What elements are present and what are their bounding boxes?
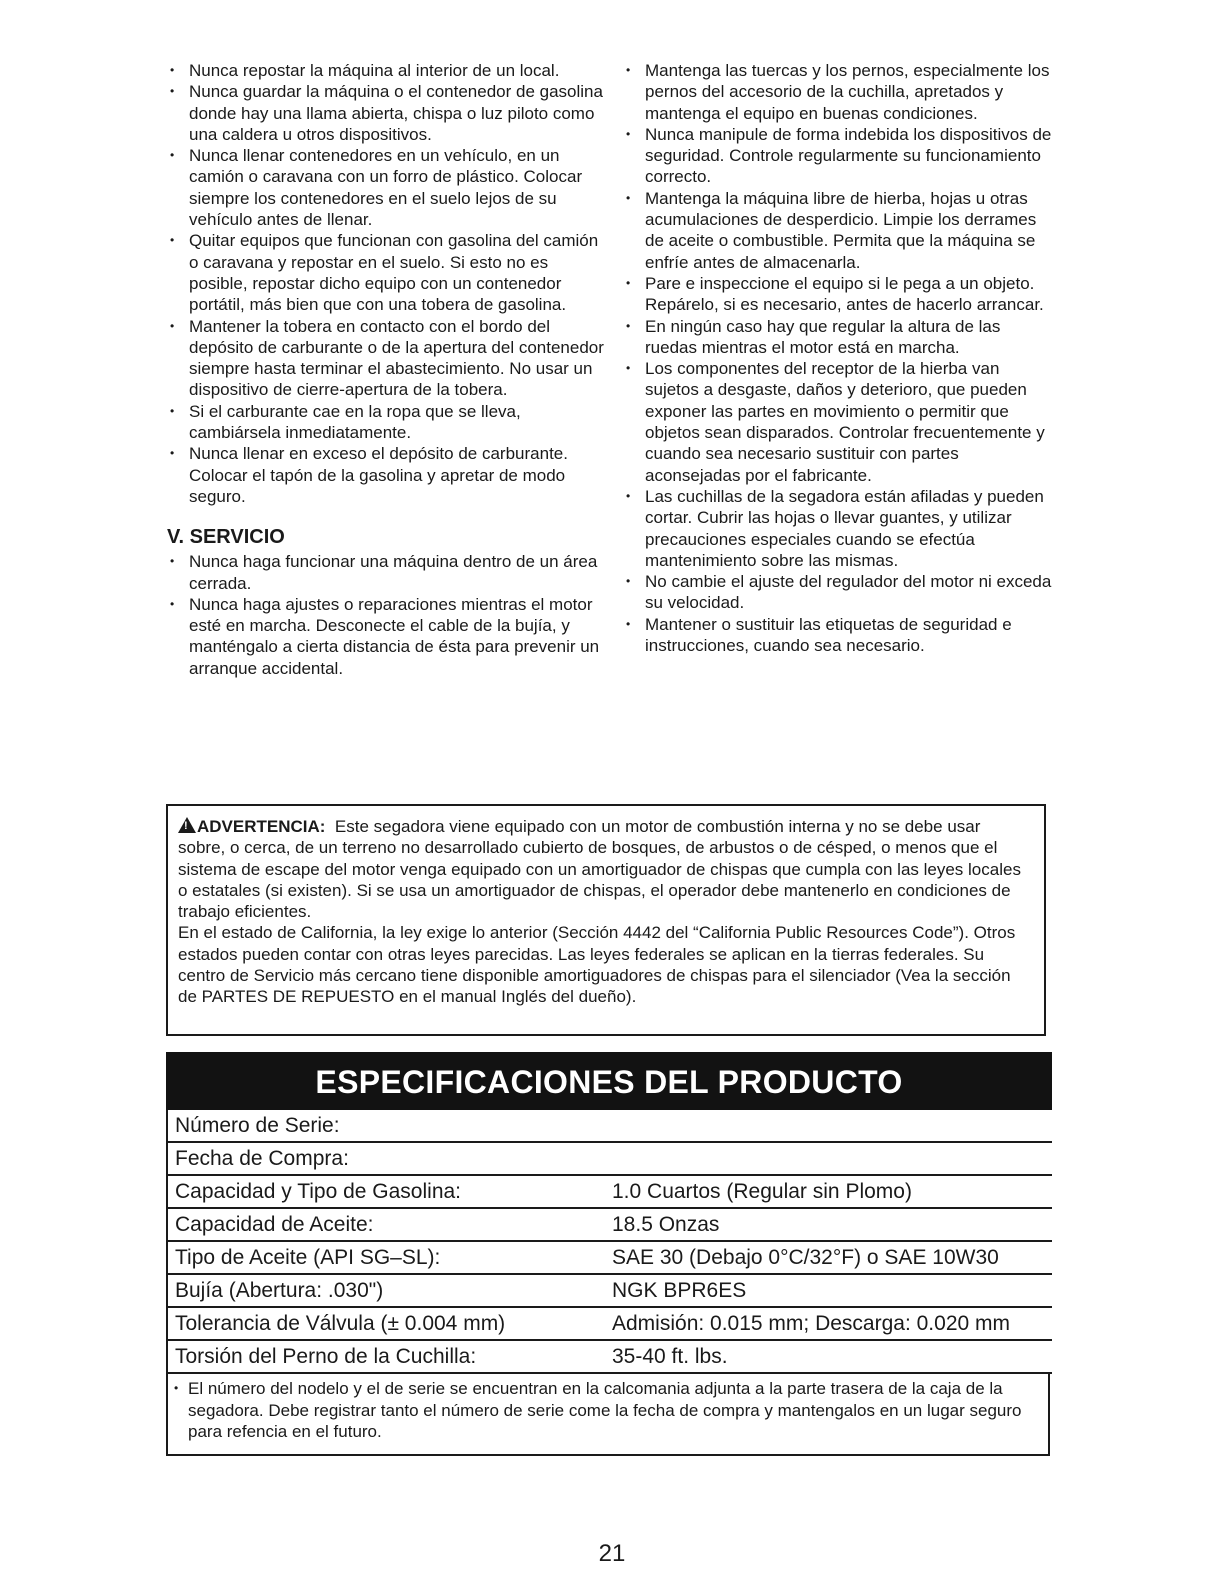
list-item: • No cambie el ajuste del regulador del motor ni exceda su velocidad.: [623, 571, 1053, 614]
list-item: • Las cuchillas de la segadora están afiladas y pueden cortar. Cubrir las hojas o llevar guantes, y utilizar precauciones especiales cuando se efectúa mantenimiento sobre las mismas.: [623, 486, 1053, 571]
table-row: [166, 1341, 1052, 1374]
warning-paragraph-1: [178, 816, 1030, 922]
left-column: [167, 60, 607, 679]
spec-label: Número de Serie:: [175, 1113, 340, 1137]
spec-value: 35-40 ft. lbs.: [612, 1344, 728, 1368]
specs-note: [166, 1374, 1050, 1456]
product-specs: [166, 1052, 1052, 1456]
list-item: • Nunca haga funcionar una máquina dentro de un área cerrada.: [167, 551, 607, 594]
service-list: [167, 551, 607, 679]
spec-label: Capacidad y Tipo de Gasolina:: [175, 1179, 462, 1203]
page-number: 21: [598, 1540, 626, 1567]
spec-label: Fecha de Compra:: [175, 1146, 349, 1170]
specs-title: ESPECIFICACIONES DEL PRODUCTO: [166, 1052, 1052, 1110]
spec-value: SAE 30 (Debajo 0°C/32°F) o SAE 10W30: [612, 1245, 999, 1269]
warning-paragraph-2: En el estado de California, la ley exige lo anterior (Sección 4442 del “California Public Resources Code”). Otros estados pueden contar con otras leyes parecidas. Las leyes federales se aplican en la tierras federales. Su centro de Servicio más cercano tiene disponible amortiguadores de chispas para el silenciador (Vea la sección de PARTES DE REPUESTO en el manual Inglés del dueño).: [178, 923, 1016, 1007]
list-item: • El número del nodelo y el de serie se encuentran en la calcomania adjunta a la parte trasera de la caja de la segadora. Debe registrar tanto el número de serie come la fecha de compra y mantengalos en un lugar seguro para refencia en el futuro.: [174, 1378, 1038, 1443]
list-item: • Si el carburante cae en la ropa que se lleva, cambiársela inmediatamente.: [167, 401, 607, 444]
spec-value: 1.0 Cuartos (Regular sin Plomo): [612, 1179, 912, 1203]
spec-label: Tolerancia de Válvula (± 0.004 mm): [175, 1311, 506, 1335]
list-item: • Mantener o sustituir las etiquetas de seguridad e instrucciones, cuando sea necesario.: [623, 614, 1053, 657]
list-item: • Nunca llenar en exceso el depósito de carburante. Colocar el tapón de la gasolina y apretar de modo seguro.: [167, 443, 607, 507]
list-item: • Nunca manipule de forma indebida los dispositivos de seguridad. Controle regularmente su funcionamiento correcto.: [623, 124, 1053, 188]
table-row: [166, 1176, 1052, 1209]
list-item: • Mantenga la máquina libre de hierba, hojas u otras acumulaciones de desperdicio. Limpie los derrames de aceite o combustible. Permita que la máquina se enfríe antes de almacenarla.: [623, 188, 1053, 273]
list-item: • Nunca haga ajustes o reparaciones mientras el motor esté en marcha. Desconecte el cable de la bujía, y manténgalo a cierta distancia de ésta para prevenir un arranque accidental.: [167, 594, 607, 679]
table-row: [166, 1110, 1052, 1143]
spec-label: Tipo de Aceite (API SG–SL):: [175, 1245, 441, 1269]
list-item: • Mantenga las tuercas y los pernos, especialmente los pernos del accesorio de la cuchilla, apretados y mantenga el equipo en buenas condiciones.: [623, 60, 1053, 124]
fueling-safety-list: [167, 60, 607, 507]
warning-label: ADVERTENCIA:: [197, 817, 326, 836]
list-item: • En ningún caso hay que regular la altura de las ruedas mientras el motor está en marcha.: [623, 316, 1053, 359]
list-item: • Nunca repostar la máquina al interior de un local.: [167, 60, 607, 81]
spec-value: NGK BPR6ES: [612, 1278, 747, 1302]
maintenance-list: [623, 60, 1053, 656]
list-item: • Los componentes del receptor de la hierba van sujetos a desgaste, daños y deterioro, que pueden exponer las partes en movimiento o permitir que objetos sean disparados. Controlar frecuentemente y cuando sea necesario sustituir con partes aconsejadas por el fabricante.: [623, 358, 1053, 486]
table-row: [166, 1209, 1052, 1242]
list-item: • Mantener la tobera en contacto con el bordo del depósito de carburante o de la apertura del contenedor siempre hasta terminar el abastecimiento. No usar un dispositivo de cierre-apertura de la tobera.: [167, 316, 607, 401]
list-item: • Nunca guardar la máquina o el contenedor de gasolina donde hay una llama abierta, chispa o luz piloto como una caldera u otros dispositivos.: [167, 81, 607, 145]
spec-label: Capacidad de Aceite:: [175, 1212, 374, 1236]
spec-value: Admisión: 0.015 mm; Descarga: 0.020 mm: [612, 1311, 1010, 1335]
warning-box: [166, 804, 1046, 1036]
warning-triangle-icon: [178, 817, 196, 833]
warning-text-1: Este segadora viene equipado con un motor de combustión interna y no se debe usar sobre, o cerca, de un terreno no desarrollado cubierto de bosques, de arbustos o de césped, o menos que el sistema de escape del motor venga equipado con un amortiguador de chispas que cumpla con las leyes locales o estatales (si existen). Si se usa un amortiguador de chispas, el operador debe mantenerlo en condiciones de trabajo eficientes.: [178, 817, 1021, 922]
table-row: [166, 1242, 1052, 1275]
table-row: [166, 1308, 1052, 1341]
right-column: [623, 60, 1053, 656]
spec-label: Torsión del Perno de la Cuchilla:: [175, 1344, 477, 1368]
spec-value: 18.5 Onzas: [612, 1212, 720, 1236]
section-title-servicio: V. SERVICIO: [167, 526, 285, 549]
list-item: • Nunca llenar contenedores en un vehículo, en un camión o caravana con un forro de plástico. Colocar siempre los contenedores en el suelo lejos de su vehículo antes de llenar.: [167, 145, 607, 230]
list-item: • Quitar equipos que funcionan con gasolina del camión o caravana y repostar en el suelo. Si esto no es posible, repostar dicho equipo con un contenedor portátil, más bien que con una tobera de gasolina.: [167, 230, 607, 315]
spec-label: Bujía (Abertura: .030"): [175, 1278, 384, 1302]
table-row: [166, 1143, 1052, 1176]
list-item: • Pare e inspeccione el equipo si le pega a un objeto. Repárelo, si es necesario, antes de hacerlo arrancar.: [623, 273, 1053, 316]
table-row: [166, 1275, 1052, 1308]
